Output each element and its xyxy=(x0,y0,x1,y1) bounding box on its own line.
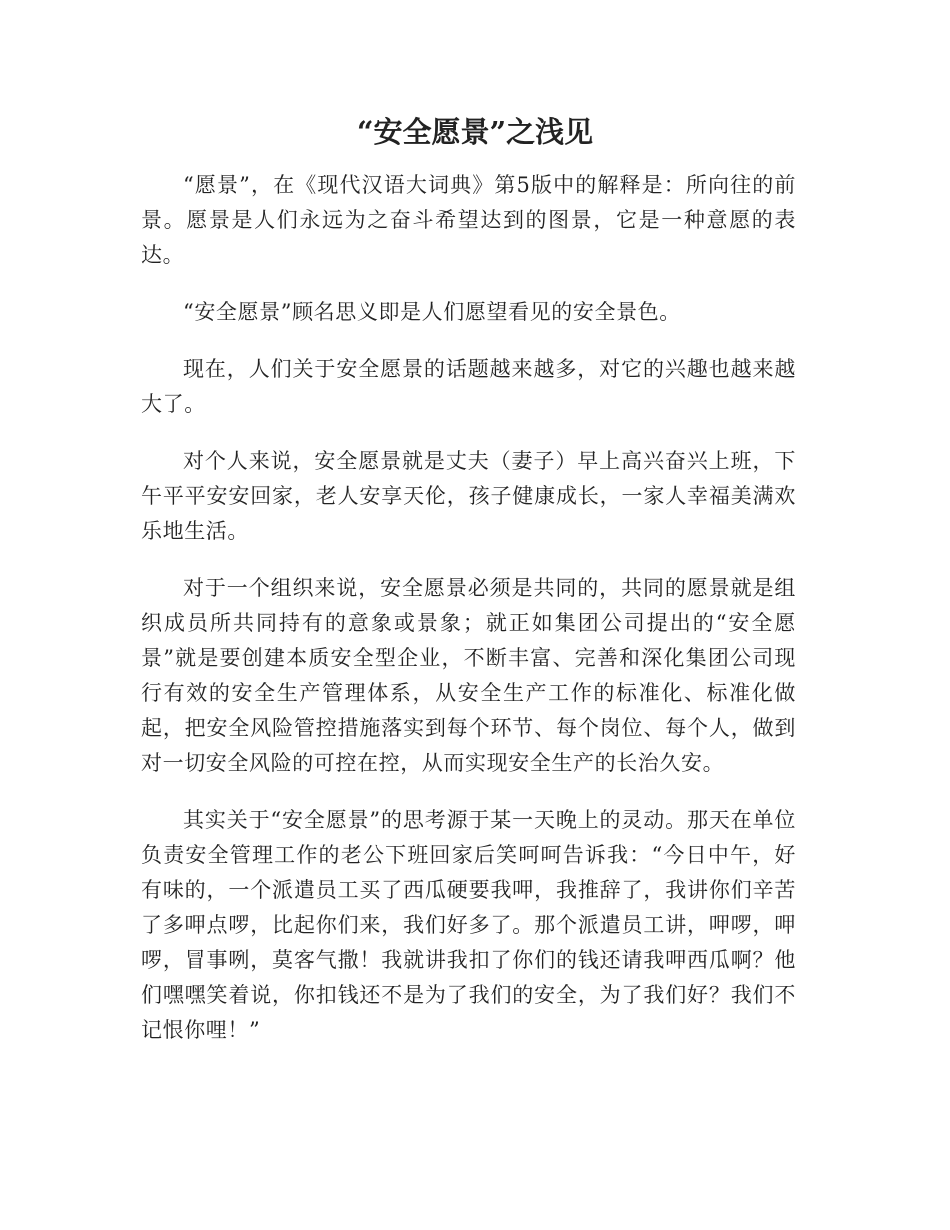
paragraph-6: 其实关于“安全愿景”的思考源于某一天晚上的灵动。那天在单位负责安全管理工作的老公下班回家后笑呵呵告诉我：“今日中午，好有味的，一个派遣员工买了西瓜硬要我呷，我推辞了，我讲你们辛苦了多呷点啰，比起你们来，我们好多了。那个派遣员工讲，呷啰，呷啰，冒事咧，莫客气撒！我就讲我扣了你们的钱还请我呷西瓜啊？他们嘿嘿笑着说，你扣钱还不是为了我们的安全，为了我们好？我们不记恨你哩！” xyxy=(141,808,796,1042)
document-body xyxy=(141,168,796,1070)
paragraph-5: 对于一个组织来说，安全愿景必须是共同的，共同的愿景就是组织成员所共同持有的意象或景象；就正如集团公司提出的“安全愿景”就是要创建本质安全型企业，不断丰富、完善和深化集团公司现行有效的安全生产管理体系，从安全生产工作的标准化、标准化做起，把安全风险管控措施落实到每个环节、每个岗位、每个人，做到对一切安全风险的可控在控，从而实现安全生产的长治久安。 xyxy=(141,576,796,775)
paragraph-4: 对个人来说，安全愿景就是丈夫（妻子）早上高兴奋兴上班，下午平平安安回家，老人安享天伦，孩子健康成长，一家人幸福美满欢乐地生活。 xyxy=(141,449,796,543)
paragraph-2: “安全愿景”顾名思义即是人们愿望看见的安全景色。 xyxy=(183,300,681,324)
paragraph-3: 现在，人们关于安全愿景的话题越来越多，对它的兴趣也越来越大了。 xyxy=(141,357,796,416)
paragraph-1: “愿景”，在《现代汉语大词典》第5版中的解释是：所向往的前景。愿景是人们永远为之奋斗希望达到的图景，它是一种意愿的表达。 xyxy=(141,173,796,267)
document-title: “安全愿景”之浅见 xyxy=(356,115,594,149)
